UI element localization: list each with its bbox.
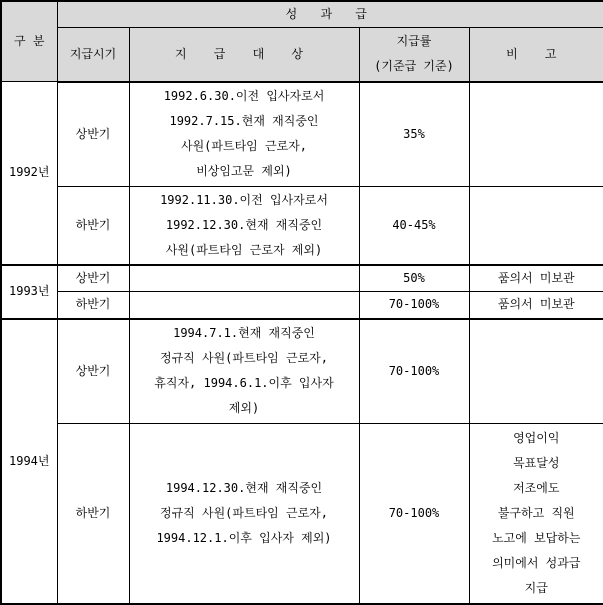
- note-cell: 품의서 미보관: [469, 291, 603, 319]
- target-line: 정규직 사원(파트타임 근로자,: [159, 505, 328, 520]
- note-cell: [469, 423, 603, 604]
- header-note: 비 고: [469, 28, 603, 82]
- target-line: 정규직 사원(파트타임 근로자,: [159, 351, 328, 366]
- rate-cell: 35%: [359, 82, 469, 187]
- target-line: 휴직자, 1994.6.1.이후 입사자: [154, 376, 334, 391]
- note-cell: [469, 319, 603, 423]
- header-category: 구 분: [1, 1, 57, 82]
- rate-cell: 50%: [359, 265, 469, 292]
- note-cell: [469, 187, 603, 265]
- year-cell-1992: 1992년: [1, 82, 57, 265]
- note-line: 지급: [524, 580, 548, 595]
- target-line: 1994.7.1.현재 재직중인: [173, 326, 315, 341]
- note-cell: 품의서 미보관: [469, 265, 603, 292]
- rate-cell: 70-100%: [359, 291, 469, 319]
- header-rate-line1: 지급률: [396, 34, 432, 49]
- period-cell: 하반기: [57, 291, 129, 319]
- note-cell: [469, 82, 603, 187]
- rate-cell: 70-100%: [359, 423, 469, 604]
- target-cell: [129, 187, 359, 265]
- note-line: 의미에서 성과급: [492, 555, 581, 570]
- target-cell: [129, 265, 359, 292]
- period-cell: 상반기: [57, 82, 129, 187]
- target-cell: [129, 82, 359, 187]
- year-cell-1994: 1994년: [1, 319, 57, 604]
- target-line: 제외): [228, 401, 260, 416]
- target-line: 사원(파트타임 근로자 제외): [165, 242, 323, 257]
- year-cell-1993: 1993년: [1, 265, 57, 320]
- header-rate: [359, 28, 469, 82]
- header-rate-line2: (기준급 기준): [374, 59, 454, 74]
- target-line: 사원(파트타임 근로자,: [180, 139, 307, 154]
- target-line: 1994.12.30.현재 재직중인: [165, 480, 323, 495]
- header-target: 지 급 대 상: [129, 28, 359, 82]
- period-cell: 상반기: [57, 265, 129, 292]
- target-line: 1992.7.15.현재 재직중인: [169, 114, 319, 129]
- note-line: 목표달성: [513, 455, 560, 470]
- note-line: 저조에도: [513, 480, 560, 495]
- rate-cell: 40-45%: [359, 187, 469, 265]
- target-line: 비상임고문 제외): [196, 164, 292, 179]
- note-line: 불구하고 직원: [497, 505, 575, 520]
- period-cell: 하반기: [57, 187, 129, 265]
- target-cell: [129, 423, 359, 604]
- header-bonus: 성 과 급: [57, 1, 603, 28]
- target-line: 1994.12.1.이후 입사자 제외): [156, 530, 332, 545]
- rate-cell: 70-100%: [359, 319, 469, 423]
- period-cell: 상반기: [57, 319, 129, 423]
- target-line: 1992.12.30.현재 재직중인: [165, 217, 323, 232]
- target-cell: [129, 319, 359, 423]
- note-line: 노고에 보답하는: [492, 530, 581, 545]
- target-cell: [129, 291, 359, 319]
- header-timing: 지급시기: [57, 28, 129, 82]
- target-line: 1992.6.30.이전 입사자로서: [163, 89, 325, 104]
- note-line: 영업이익: [513, 430, 560, 445]
- target-line: 1992.11.30.이전 입사자로서: [160, 192, 328, 207]
- period-cell: 하반기: [57, 423, 129, 604]
